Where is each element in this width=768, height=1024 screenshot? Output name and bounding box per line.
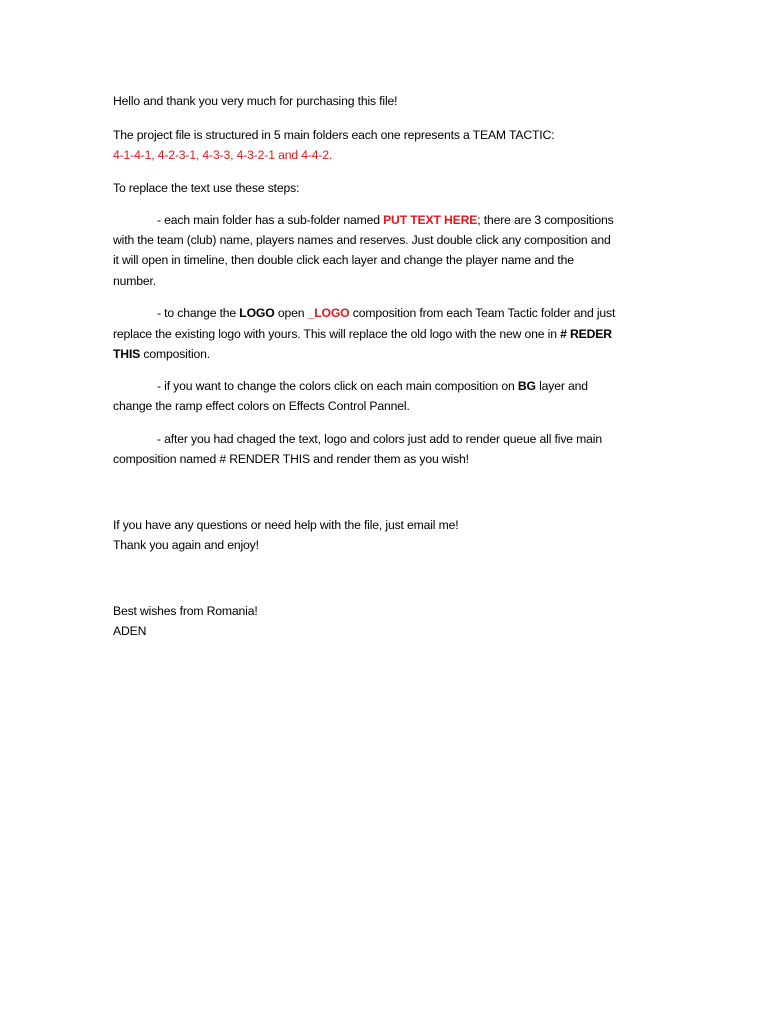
step4-line1: - after you had chaged the text, logo and colors just add to render queue all five main	[157, 432, 602, 446]
greeting-line: Hello and thank you very much for purchasing this file!	[113, 94, 398, 108]
signoff-name: ADEN	[113, 624, 147, 638]
step1-line1	[113, 213, 614, 227]
step2-text-e: composition.	[140, 347, 211, 361]
put-text-here-highlight: PUT TEXT HERE	[383, 213, 478, 227]
step2-line1	[113, 306, 615, 320]
step3-line2: change the ramp effect colors on Effects Control Pannel.	[113, 399, 410, 413]
signoff-line1: Best wishes from Romania!	[113, 604, 258, 618]
tactics-list: 4-1-4-1, 4-2-3-1, 4-3-3, 4-3-2-1 and 4-4-2.	[113, 148, 333, 162]
closing-line2: Thank you again and enjoy!	[113, 538, 259, 552]
step1-line2: with the team (club) name, players names and reserves. Just double click any composition and	[113, 233, 611, 247]
logo-composition-highlight: _LOGO	[307, 306, 350, 320]
step2-line2	[113, 327, 612, 341]
this-keyword: THIS	[113, 347, 141, 361]
step1-text-b: ; there are 3 compositions	[477, 213, 614, 227]
step3-text-a: - if you want to change the colors click on each main composition on	[157, 379, 518, 393]
step1-line3: it will open in timeline, then double click each layer and change the player name and the	[113, 253, 574, 267]
step2-text-a: - to change the	[157, 306, 240, 320]
reder-keyword: # REDER	[560, 327, 612, 341]
structure-intro: The project file is structured in 5 main folders each one represents a TEAM TACTIC:	[113, 128, 555, 142]
step1-text-a: - each main folder has a sub-folder named	[157, 213, 384, 227]
step4-line2: composition named # RENDER THIS and render them as you wish!	[113, 452, 469, 466]
step2-text-b: open	[274, 306, 308, 320]
step2-text-c: composition from each Team Tactic folder and just	[349, 306, 616, 320]
closing-line1: If you have any questions or need help with the file, just email me!	[113, 518, 459, 532]
step3-line1	[113, 379, 588, 393]
step3-text-b: layer and	[535, 379, 588, 393]
steps-intro: To replace the text use these steps:	[113, 181, 300, 195]
bg-keyword: BG	[517, 379, 536, 393]
step2-line3	[113, 347, 210, 361]
step2-text-d: replace the existing logo with yours. This will replace the old logo with the new one in	[113, 327, 561, 341]
logo-keyword: LOGO	[239, 306, 275, 320]
step1-line4: number.	[113, 274, 156, 288]
